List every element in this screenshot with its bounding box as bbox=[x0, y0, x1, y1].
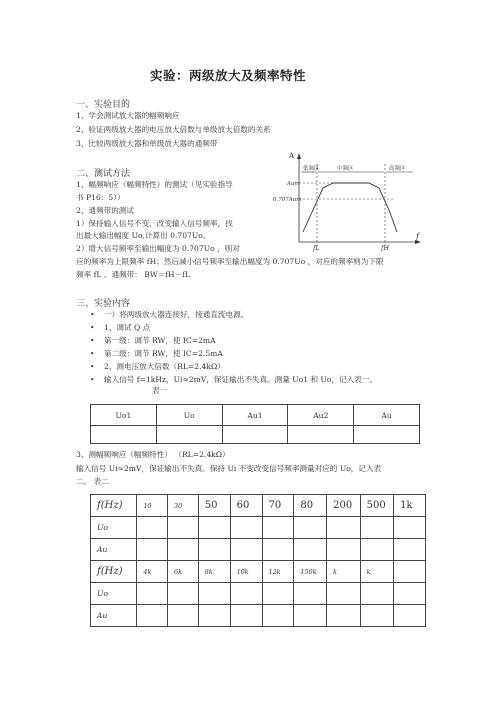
table-2-row-header: Uo bbox=[91, 517, 137, 539]
frequency-response-graph bbox=[273, 150, 425, 252]
table-2-cell[interactable] bbox=[294, 605, 327, 627]
bullet-dot: • bbox=[90, 349, 95, 358]
bullet-dot: • bbox=[90, 310, 95, 319]
amplitude-test-heading: 3、测幅频响应（幅频特性） （RL=2.4kΩ） bbox=[76, 450, 230, 459]
y-axis-arrow bbox=[297, 153, 301, 159]
table-2-cell: 50 bbox=[198, 495, 230, 517]
table-2-cell: 10 bbox=[137, 495, 168, 517]
table-2-cell: 6k bbox=[168, 561, 199, 583]
table-2-cell[interactable] bbox=[198, 583, 230, 605]
table-2-cell[interactable] bbox=[394, 539, 426, 561]
bullet-dot: • bbox=[90, 362, 95, 371]
table-2-cell[interactable] bbox=[198, 517, 230, 539]
table-2-cell[interactable] bbox=[198, 605, 230, 627]
table-2-cell: k bbox=[327, 561, 360, 583]
table-2-cell: 30 bbox=[168, 495, 199, 517]
table-2-cell[interactable] bbox=[230, 605, 262, 627]
table-2-cell[interactable] bbox=[294, 583, 327, 605]
table-2-cell[interactable] bbox=[360, 517, 393, 539]
table-2-cell[interactable] bbox=[360, 605, 393, 627]
content-bullet: 第一级：调节 RW，使 IC=2mA bbox=[104, 336, 216, 345]
table-1-cell[interactable] bbox=[91, 426, 157, 444]
table-2-cell[interactable] bbox=[262, 517, 294, 539]
table-1-cell[interactable] bbox=[156, 426, 222, 444]
table-2-cell[interactable] bbox=[394, 605, 426, 627]
bullet-dot: • bbox=[90, 336, 95, 345]
page-title: 实验：两级放大及频率特性 bbox=[150, 68, 307, 83]
table-1-header: Uo1 bbox=[91, 405, 157, 426]
table-2-cell[interactable] bbox=[168, 517, 199, 539]
y-axis-label: A bbox=[289, 152, 295, 160]
table-1-cell[interactable] bbox=[222, 426, 288, 444]
table-2-cell[interactable] bbox=[394, 561, 426, 583]
table-2-cell[interactable] bbox=[294, 539, 327, 561]
table-2-row-header: Au bbox=[91, 539, 137, 561]
aum-label: Aum bbox=[287, 181, 300, 187]
table-2-cell[interactable] bbox=[137, 517, 168, 539]
objective-item: 3、比较两级放大器和单级放大器的通频带 bbox=[76, 139, 218, 148]
table-2-cell[interactable] bbox=[198, 539, 230, 561]
table-2-row-header: f(Hz) bbox=[91, 561, 137, 583]
table-1-cell[interactable] bbox=[288, 426, 354, 444]
bullet-dot: • bbox=[90, 323, 95, 332]
table-2-cell: 10k bbox=[230, 561, 262, 583]
half-power-label: 0.707Aum bbox=[273, 197, 302, 203]
table-1 bbox=[90, 404, 420, 444]
table-2-cell[interactable] bbox=[360, 583, 393, 605]
table-2-cell[interactable] bbox=[168, 539, 199, 561]
table-1-header: Au1 bbox=[222, 405, 288, 426]
table-2-cell[interactable] bbox=[230, 517, 262, 539]
content-bullet: 2、测电压放大倍数（RL=2.4kΩ） bbox=[104, 362, 225, 371]
table-2-cell[interactable] bbox=[168, 583, 199, 605]
table-2-cell[interactable] bbox=[394, 517, 426, 539]
table-2-cell: 60 bbox=[230, 495, 262, 517]
table-2-cell[interactable] bbox=[327, 583, 360, 605]
table-2-cell: 500 bbox=[360, 495, 393, 517]
section-3-heading: 三、实验内容 bbox=[76, 299, 131, 309]
table-1-caption: 表一 bbox=[152, 386, 168, 395]
method-line: 出最大输出幅度 Uo,计算出 0.707Uo。 bbox=[76, 231, 211, 240]
content-bullet: 第二级：调节 RW，使 IC=2.5mA bbox=[104, 349, 223, 358]
bullet-dot: • bbox=[90, 375, 95, 384]
table-2-cell[interactable] bbox=[360, 539, 393, 561]
table-2-cell[interactable] bbox=[262, 583, 294, 605]
amplitude-test-line: 输入信号 Ui≈2mV，保证输出不失真。保持 Ui 不变改变信号频率测量对应的 Uo，记入表 bbox=[76, 464, 382, 473]
table-2-cell: 8k bbox=[198, 561, 230, 583]
table-2-cell: 4k bbox=[137, 561, 168, 583]
method-line: 2、通频带的测试 bbox=[76, 206, 134, 215]
objective-item: 2、验证两级放大器的电压放大倍数与单级放大倍数的关系 bbox=[76, 125, 271, 134]
content-bullet: 一）将两级放大器连接好，接通直流电源。 bbox=[104, 310, 249, 319]
table-2-row-header: Uo bbox=[91, 583, 137, 605]
table-1-header: Au bbox=[354, 405, 420, 426]
fl-label: fL bbox=[313, 244, 320, 252]
table-2-cell[interactable] bbox=[168, 605, 199, 627]
table-2-cell[interactable] bbox=[137, 605, 168, 627]
method-line: 1、幅频响应（幅频特性）的测试（见实验指导 bbox=[76, 180, 233, 189]
section-2-heading: 二、测试方法 bbox=[76, 169, 131, 179]
table-2-cell[interactable] bbox=[294, 517, 327, 539]
method-line: 1）保持输入信号不变，改变输入信号频率，找 bbox=[76, 219, 233, 228]
table-2-row-header: f(Hz) bbox=[91, 495, 137, 517]
objective-item: 1、学会测试放大器的幅频响应 bbox=[76, 111, 180, 120]
method-line: 书 P16：5）） bbox=[76, 193, 125, 202]
x-axis-label: f bbox=[416, 232, 419, 241]
method-line: 2）增大信号频率至输出幅度为 0.707Uo ，则对 bbox=[76, 244, 240, 253]
low-freq-region-label: 低频区 bbox=[303, 166, 320, 172]
table-2-cell: 80 bbox=[294, 495, 327, 517]
table-2-cell[interactable] bbox=[230, 539, 262, 561]
table-2-cell[interactable] bbox=[262, 605, 294, 627]
method-line: 应的频率为上限频率 fH；然后减小信号频率至输出幅度为 0.707Uo ，对应的频率则为下限 bbox=[76, 257, 384, 266]
content-bullet: 输入信号 f=1kHz，Ui≈2mV，保证输出不失真。测量 Uo1 和 Uo，记入表一。 bbox=[104, 375, 378, 384]
fh-label: fH bbox=[381, 244, 390, 252]
table-2-cell: k bbox=[360, 561, 393, 583]
mid-freq-region-label: 中频区 bbox=[337, 166, 354, 172]
table-2-cell: 200 bbox=[327, 495, 360, 517]
table-2-cell[interactable] bbox=[137, 539, 168, 561]
table-1-cell[interactable] bbox=[354, 426, 420, 444]
table-2-row-header: Au bbox=[91, 605, 137, 627]
table-1-header: Uo bbox=[156, 405, 222, 426]
table-2-cell: 150k bbox=[294, 561, 327, 583]
table-2-cell: 1k bbox=[394, 495, 426, 517]
table-2-cell: 70 bbox=[262, 495, 294, 517]
table-2-cell[interactable] bbox=[327, 539, 360, 561]
table-1-header: Au2 bbox=[288, 405, 354, 426]
table-2-cell[interactable] bbox=[327, 605, 360, 627]
table-2-cell[interactable] bbox=[262, 539, 294, 561]
content-bullet: 1、调试 Q 点 bbox=[104, 323, 151, 332]
table-2-cell[interactable] bbox=[230, 583, 262, 605]
section-1-heading: 一、实验目的 bbox=[76, 100, 131, 110]
table-2-cell[interactable] bbox=[137, 583, 168, 605]
method-line: 频率 fL 。通频带： BW＝fH－fL bbox=[76, 270, 191, 279]
amplitude-test-line: 二。 表二 bbox=[76, 477, 109, 486]
table-2-cell[interactable] bbox=[327, 517, 360, 539]
table-2-cell[interactable] bbox=[394, 583, 426, 605]
high-freq-region-label: 高频区 bbox=[389, 166, 406, 172]
table-2-cell: 12k bbox=[262, 561, 294, 583]
table-2 bbox=[90, 494, 426, 627]
